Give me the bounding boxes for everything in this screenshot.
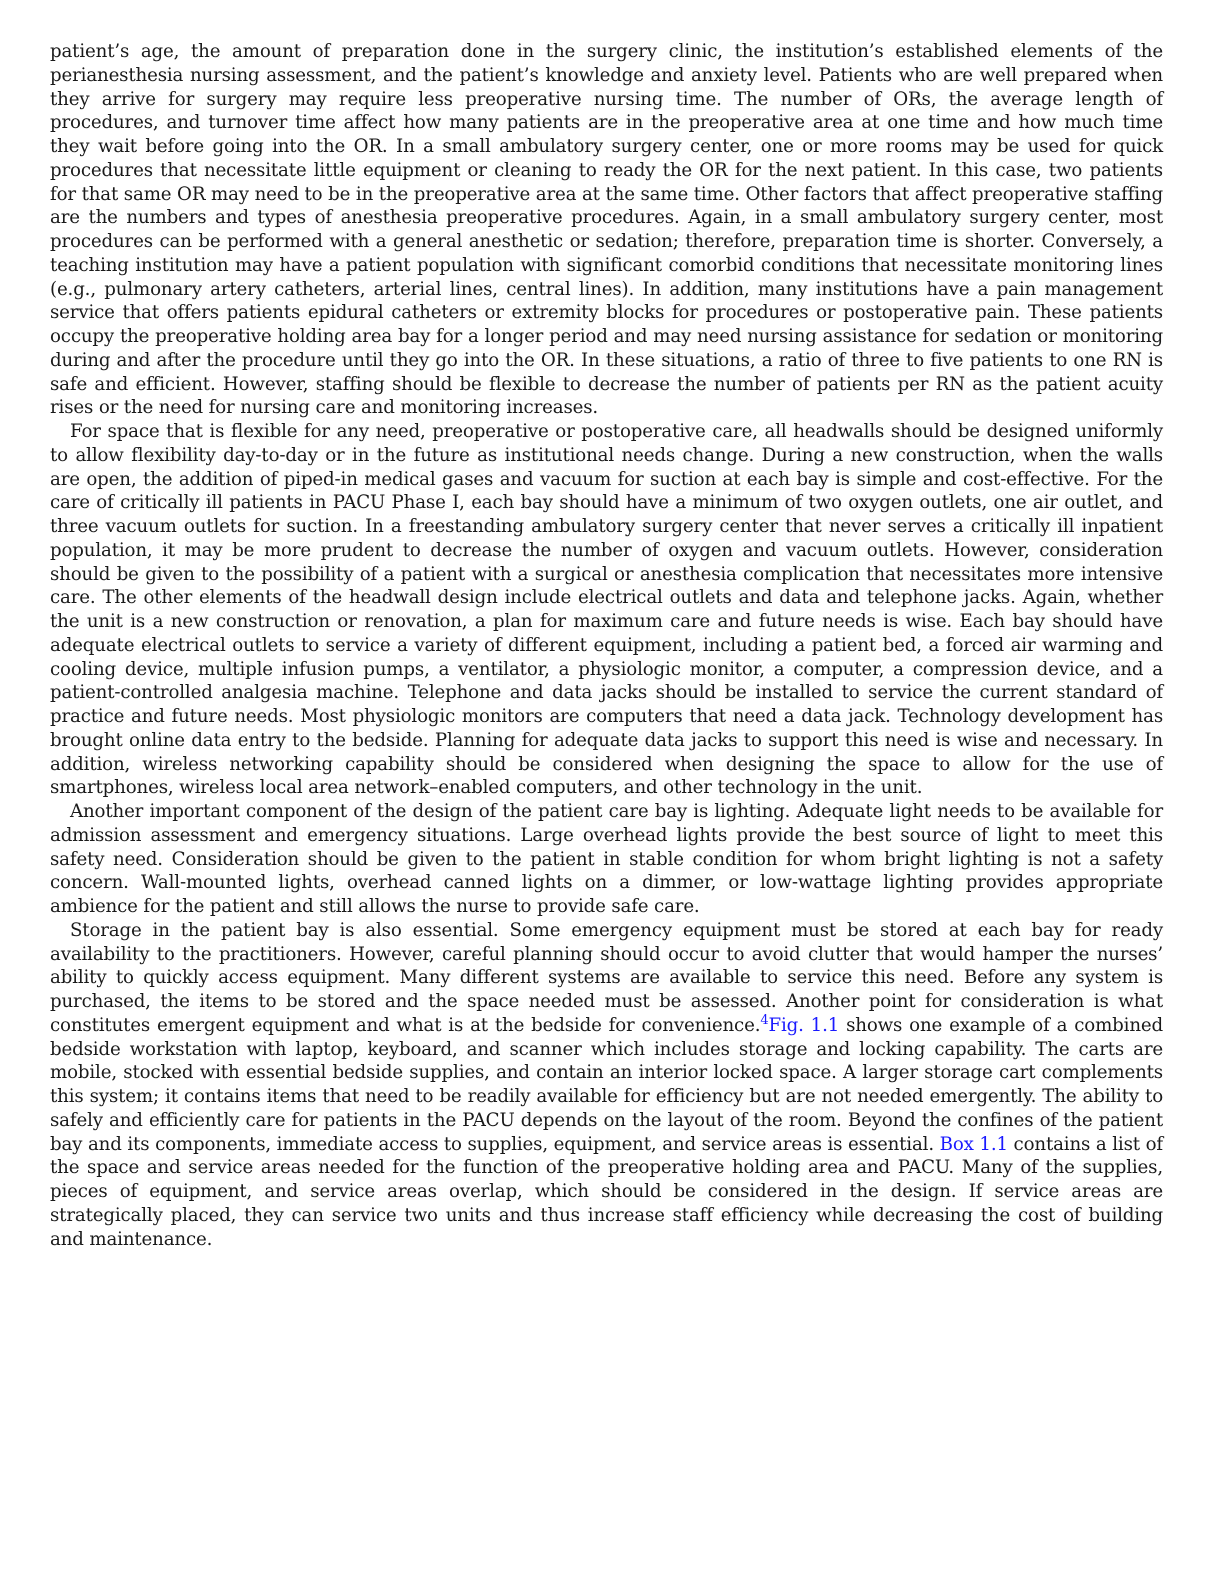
paragraph-storage	[50, 919, 1163, 1252]
storage-text-middle: shows one example of a combined bedside workstation with laptop, keyboard, and scanner which includes storage and locking capability. The carts are mobile, stocked with essential bedside supplies, and contain an interior locked space. A larger storage cart complements this system; it contains items that need to be readily available for efficiency but are not needed emergently. The ability to safely and efficiently care for patients in the PACU depends on the layout of the room. Beyond the confines of the patient bay and its components, immediate access to supplies, equipment, and service areas is essential.	[50, 1014, 1164, 1155]
paragraph-headwall: For space that is flexible for any need, preoperative or postoperative care, all headwalls should be designed uniformly to allow flexibility day-to-day or in the future as institutional needs change. During a new construction, when the walls are open, the addition of piped-in medical gases and vacuum for suction at each bay is simple and cost-effective. For the care of critically ill patients in PACU Phase I, each bay should have a minimum of two oxygen outlets, one air outlet, and three vacuum outlets for suction. In a freestanding ambulatory surgery center that never serves a critically ill inpatient population, it may be more prudent to decrease the number of oxygen and vacuum outlets. However, consideration should be given to the possibility of a patient with a surgical or anesthesia complication that necessitates more intensive care. The other elements of the headwall design include electrical outlets and data and telephone jacks. Again, whether the unit is a new construction or renovation, a plan for maximum care and future needs is wise. Each bay should have adequate electrical outlets to service a variety of different equipment, including a patient bed, a forced air warming and cooling device, multiple infusion pumps, a ventilator, a physiologic monitor, a computer, a compression device, and a patient-controlled analgesia machine. Telephone and data jacks should be installed to service the current standard of practice and future needs. Most physiologic monitors are computers that need a data jack. Technology development has brought online data entry to the bedside. Planning for adequate data jacks to support this need is wise and necessary. In addition, wireless networking capability should be considered when designing the space to allow for the use of smartphones, wireless local area network–enabled computers, and other technology in the unit.	[50, 421, 1163, 799]
storage-text-end: contains a list of the space and service areas needed for the function of the preoperative holding area and PACU. Many of the supplies, pieces of equipment, and service areas overlap, which should be considered in the design. If service areas are strategically placed, they can service two units and thus increase staff efficiency while decreasing the cost of building and maintenance.	[50, 1133, 1163, 1250]
paragraph-staffing: patient’s age, the amount of preparation done in the surgery clinic, the institution’s established elements of the perianesthesia nursing assessment, and the patient’s knowledge and anxiety level. Patients who are well prepared when they arrive for surgery may require less preoperative nursing time. The number of ORs, the average length of procedures, and turnover time affect how many patients are in the preoperative area at one time and how much time they wait before going into the OR. In a small ambulatory surgery center, one or more rooms may be used for quick procedures that necessitate little equipment or cleaning to ready the OR for the next patient. In this case, two patients for that same OR may need to be in the preoperative area at the same time. Other factors that affect preoperative staffing are the numbers and types of anesthesia preoperative procedures. Again, in a small ambulatory surgery center, most procedures can be performed with a general anesthetic or sedation; therefore, preparation time is shorter. Conversely, a teaching institution may have a patient population with significant comorbid conditions that necessitate monitoring lines (e.g., pulmonary artery catheters, arterial lines, central lines). In addition, many institutions have a pain management service that offers patients epidural catheters or extremity blocks for procedures or postoperative pain. These patients occupy the preoperative holding area bay for a longer period and may need nursing assistance for sedation or monitoring during and after the procedure until they go into the OR. In these situations, a ratio of three to five patients to one RN is safe and efficient. However, staffing should be flexible to decrease the number of patients per RN as the patient acuity rises or the need for nursing care and monitoring increases.	[50, 41, 1163, 419]
figure-link[interactable]: Fig. 1.1	[768, 1014, 840, 1036]
reference-link[interactable]: 4	[760, 1012, 769, 1028]
document-body	[50, 40, 1163, 1251]
storage-text-start: Storage in the patient bay is also essential. Some emergency equipment must be stored at each bay for ready availability to the practitioners. However, careful planning should occur to avoid clutter that would hamper the nurses’ ability to quickly access equipment. Many different systems are available to service this need. Before any system is purchased, the items to be stored and the space needed must be assessed. Another point for consideration is what constitutes emergent equipment and what is at the bedside for convenience.	[50, 919, 1163, 1036]
paragraph-lighting: Another important component of the design of the patient care bay is lighting. Adequate light needs to be available for admission assessment and emergency situations. Large overhead lights provide the best source of light to meet this safety need. Consideration should be given to the patient in stable condition for whom bright lighting is not a safety concern. Wall-mounted lights, overhead canned lights on a dimmer, or low-wattage lighting provides appropriate ambience for the patient and still allows the nurse to provide safe care.	[50, 801, 1163, 917]
box-link[interactable]: Box 1.1	[939, 1133, 1008, 1155]
